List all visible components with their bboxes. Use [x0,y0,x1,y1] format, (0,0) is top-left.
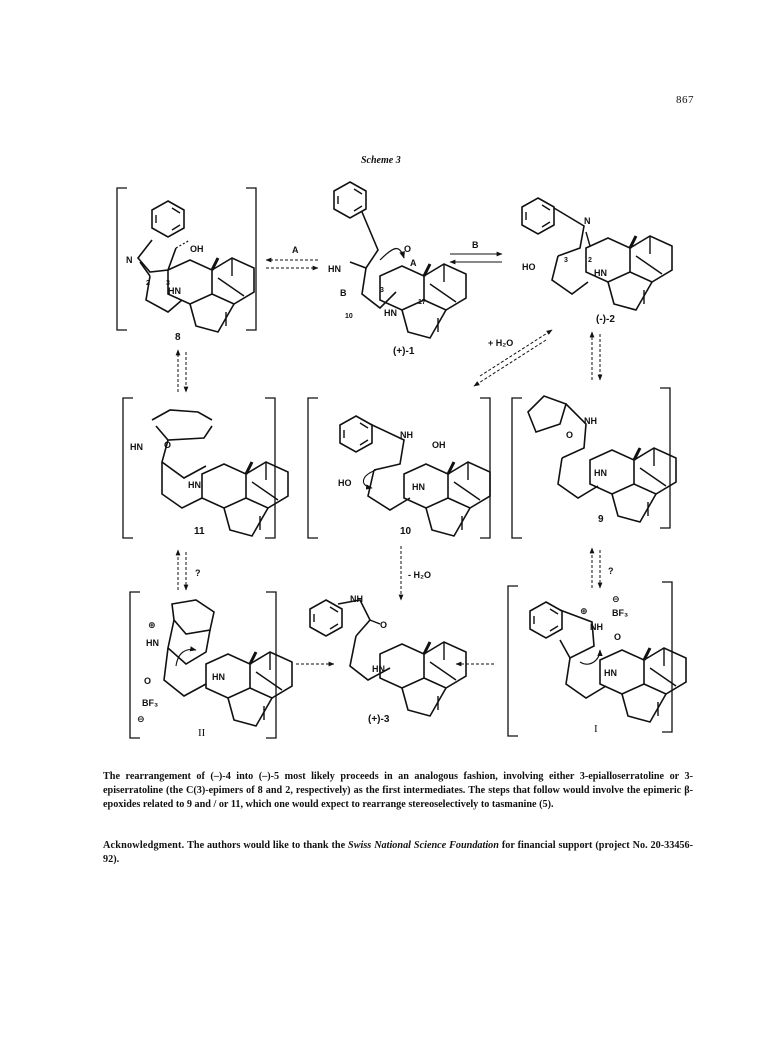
question-label-1: ? [195,568,201,578]
label-2: (-)-2 [596,314,615,325]
hn-label: HN [372,664,385,674]
acknowledgment-text-2: for financial support (project No. 20-33456-92). [103,840,693,866]
water-out-label: - H₂O [408,570,431,580]
compound-II [130,592,292,739]
acknowledgment-heading: Acknowledgment. [103,840,185,851]
n-label: N [126,255,133,265]
question-label-2: ? [608,566,614,576]
n-label: N [584,216,591,226]
bracket-right [246,188,256,330]
o-label: O [566,430,574,440]
c3-label: 3 [564,257,568,264]
label-10: 10 [400,526,412,537]
arrow-2-9 [592,332,600,380]
arrow-8-1 [266,245,318,268]
hn-label: HN [328,264,341,274]
nh-label: NH [400,430,413,440]
acknowledgment-paragraph [103,839,693,867]
foundation-name: Swiss National Science Foundation [348,840,499,851]
hn-label-2: HN [188,480,201,490]
nh-label: NH [590,622,603,632]
c2-label: 2 [146,280,150,287]
oh-label: OH [190,244,204,254]
label-3: (+)-3 [368,714,390,725]
arrow-a-label: A [292,245,299,255]
label-I: I [594,723,598,735]
minus-charge: ⊖ [137,714,145,724]
c3-label: 3 [166,280,170,287]
a-label: A [410,258,417,268]
o-label: O [144,676,152,686]
minus-charge: ⊖ [612,594,620,604]
compound-9 [512,388,676,538]
label-8: 8 [175,332,181,343]
arrow-1-10 [474,330,552,386]
nh-label: NH [350,594,363,604]
c2-label: 2 [588,257,592,264]
label-1: (+)-1 [393,346,415,357]
c10-label: 10 [345,313,353,320]
hn-label: HN [604,668,617,678]
hn-label: HN [130,442,143,452]
hn-label: HN [594,268,607,278]
o-label: O [614,632,622,642]
arrow-1-2 [450,240,502,262]
water-in-label: + H₂O [488,338,514,348]
label-11: 11 [194,526,205,537]
compound-1 [328,182,466,357]
arrow-10-3 [401,546,431,600]
hn-label: HN [412,482,425,492]
arrow-9-I [592,548,614,588]
hn-label: HN [594,468,607,478]
compound-8 [117,188,256,343]
c3-label: 3 [380,287,384,294]
scheme-title: Scheme 3 [361,155,401,166]
ho-label: HO [338,478,352,488]
compound-2 [522,198,672,325]
o-label: O [380,620,388,630]
nh-label: NH [584,416,597,426]
plus-charge: ⊕ [580,606,588,616]
compound-10 [308,398,490,538]
arrow-8-11 [178,350,186,392]
hn-label-2: HN [384,308,397,318]
ho-label: HO [522,262,536,272]
label-II: II [198,727,206,739]
bf3-label: BF₃ [612,608,629,618]
body-paragraph: The rearrangement of (–)-4 into (–)-5 most likely proceeds in an analogous fashion, involving either 3-epialloserratoline or 3-episerratoline (the C(3)-epimers of 8 and 2, respectively) as the first intermediates. The steps that follow would involve the epimeric β-epoxides related to 9 and / or 11, which one would expect to rearrange stereoselectively to tasmanine (5). [103,771,693,811]
arrow-11-II [178,550,201,590]
hn-label-2: HN [212,672,225,682]
c17-label: 17 [418,299,426,306]
compound-3 [310,594,466,725]
label-9: 9 [598,514,604,525]
plus-charge: ⊕ [148,620,156,630]
b-label: B [340,288,347,298]
hn-label: HN [146,638,159,648]
o-label: O [404,244,412,254]
acknowledgment-text: The authors would like to thank the [187,840,346,851]
o-label: O [164,440,172,450]
hn-label: HN [168,286,181,296]
compound-11 [123,398,288,538]
bf3-label: BF₃ [142,698,159,708]
arrow-b-label: B [472,240,479,250]
page-number: 867 [676,94,694,106]
oh-label: OH [432,440,446,450]
compound-I [508,582,686,736]
